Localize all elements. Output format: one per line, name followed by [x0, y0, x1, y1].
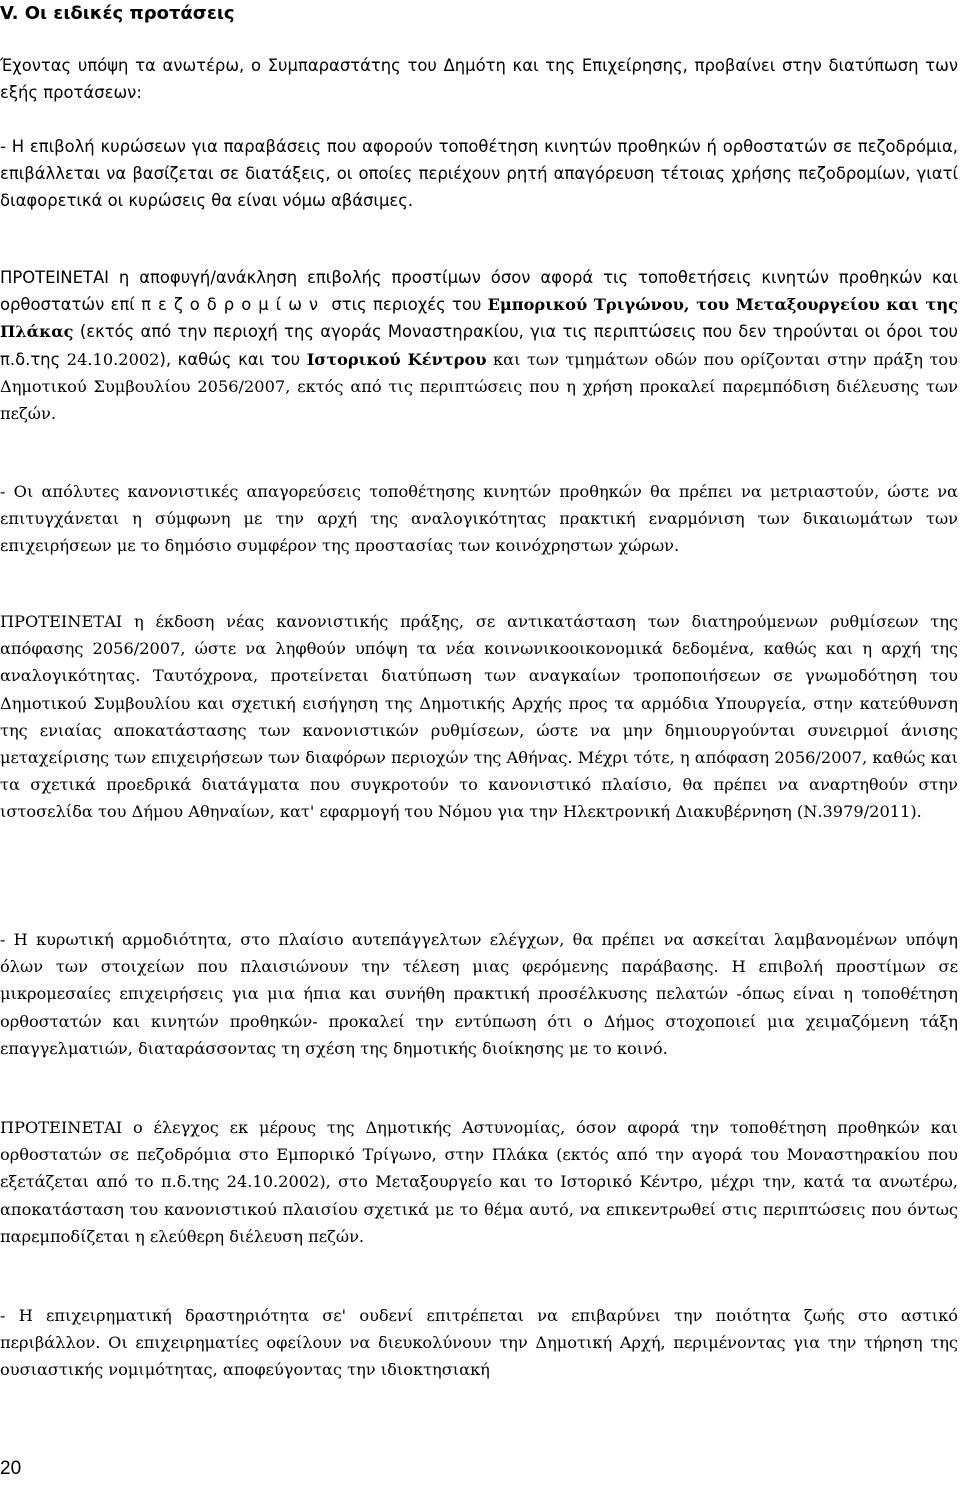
page-number: 20	[0, 1458, 22, 1479]
paragraph-business-activity: - Η επιχειρηματική δραστηριότητα σε' ουδενί επιτρέπεται να επιβαρύνει την ποιότητα ζωής στο αστικό περιβάλλον. Οι επιχειρηματίες οφείλουν να διευκολύνουν την Δημοτική Αρχή, περιμένοντας για την τήρηση της ουσιαστικής νομιμότητας, αποφεύγοντας την ιδιοκτησιακή	[0, 1306, 958, 1380]
paragraph-proposal-new-regulation: ΠΡΟΤΕΙΝΕΤΑΙ η έκδοση νέας κανονιστικής πράξης, σε αντικατάσταση των διατηρούμενων ρυθμίσεων της απόφασης 2056/2007, ώστε να ληφθούν υπόψη τα νέα κοινωνικοοικονομικά δεδομένα, καθώς και η αρχή της αναλογικότητας. Ταυτόχρονα, προτείνεται διατύπωση των αναγκαίων τροποποιήσεων σε γνωμοδότηση του Δημοτικού Συμβουλίου και σχετική εισήγηση της Δημοτικής Αρχής προς τα αρμόδια Υπουργεία, στην κατεύθυνση της ενιαίας αποκατάστασης των κανονιστικών ρυθμίσεων, ώστε να μην δημιουργούνται συνειρμοί άνισης μεταχείρισης των επιχειρήσεων των διαφόρων περιοχών της Αθήνας. Μέχρι τότε, η απόφαση 2056/2007, καθώς και τα σχετικά προεδρικά διατάγματα που συγκροτούν το κανονιστικό πλαίσιο, θα πρέπει να αναρτηθούν στην ιστοσελίδα του Δήμου Αθηναίων, κατ' εφαρμογή του Νόμου για την Ηλεκτρονική Διακυβέρνηση (Ν.3979/2011).	[0, 612, 958, 822]
paragraph-proposal-police-control: ΠΡΟΤΕΙΝΕΤΑΙ ο έλεγχος εκ μέρους της Δημοτικής Αστυνομίας, όσον αφορά την τοποθέτηση προθηκών και ορθοστατών σε πεζοδρόμια στο Εμπορικό Τρίγωνο, στην Πλάκα (εκτός από την αγορά του Μοναστηρακίου που εξετάζεται από το π.δ.της 24.10.2002), στο Μεταξουργείο και το Ιστορικό Κέντρο, μέχρι την, κατά τα ανωτέρω, αποκατάσταση του κανονιστικού πλαισίου σχετικά με το θέμα αυτό, να επικεντρωθεί στις περιπτώσεις που όντως παρεμποδίζεται η ελεύθερη διέλευση πεζών.	[0, 1118, 958, 1246]
intro-paragraph: Έχοντας υπόψη τα ανωτέρω, ο Συμπαραστάτης του Δημότη και της Επιχείρησης, προβαίνει στην διατύπωση των εξής προτάσεων:	[0, 56, 958, 103]
paragraph-proposal-fine-revocation	[0, 264, 958, 427]
proposal-text-part: στις περιοχές του	[325, 295, 488, 315]
paragraph-absolute-bans: - Οι απόλυτες κανονιστικές απαγορεύσεις τοποθέτησης κινητών προθηκών θα πρέπει να μετριαστούν, ώστε να επιτυγχάνεται η σύμφωνη με την αρχή της αναλογικότητας πρακτική εναρμόνιση των δικαιωμάτων των επιχειρήσεων με το δημόσιο συμφέρον της προστασίας των κοινόχρηστων χώρων.	[0, 482, 958, 556]
paragraph-sanctions-basis: - Η επιβολή κυρώσεων για παραβάσεις που αφορούν τοποθέτηση κινητών προθηκών ή ορθοστατών σε πεζοδρόμια, επιβάλλεται να βασίζεται σε διατάξεις, οι οποίες περιέχουν ρητή απαγόρευση τέτοιας χρήσης πεζοδρομίων, γιατί διαφορετικά οι κυρώσεις θα είναι νόμω αβάσιμες.	[0, 137, 958, 211]
proposal-text-part: ΠΡΟΤΕΙΝΕΤΑΙ η αποφυγή/ανάκληση επιβολής προστίμων όσον αφορά τις τοποθετήσεις κινητών προθηκών και ορθοστατών επί	[0, 268, 958, 315]
proposal-text-part: ), καθώς και του	[159, 349, 307, 369]
section-title: V. Οι ειδικές προτάσεις	[0, 3, 235, 24]
proposal-text-part: και των τμημάτων οδών που ορίζονται στην πράξη του Δημοτικού Συμβουλίου	[0, 349, 958, 396]
date-value: 24.10.2002	[66, 349, 160, 369]
paragraph-sanctioning-competence: - Η κυρωτική αρμοδιότητα, στο πλαίσιο αυτεπάγγελτων ελέγχων, θα πρέπει να ασκείται λαμβανομένων υπόψη όλων των στοιχείων που πλαισιώνουν την τέλεση μιας φερόμενης παράβασης. Η επιβολή προστίμων σε μικρομεσαίες επιχειρήσεις για μια ήπια και συνήθη πρακτική προσέλκυσης πελατών -όπως είναι η τοποθέτηση ορθοστατών και κινητών προθηκών- προκαλεί την εντύπωση ότι ο Δήμος στοχοποιεί μια χειμαζόμενη τάξη επαγγελματιών, διαταράσσοντας τη σχέση της δημοτικής διοίκησης με το κοινό.	[0, 930, 958, 1058]
bold-areas: Εμπορικού Τριγώνου, του Μεταξουργείου και της Πλάκας	[0, 295, 958, 342]
spaced-word: πεζοδρομίων	[141, 295, 326, 315]
decision-number: 2056/2007	[197, 376, 286, 396]
bold-historic-centre: Ιστορικού Κέντρου	[306, 349, 487, 369]
proposal-text-part: , εκτός από τις περιπτώσεις που η χρήση προκαλεί παρεμπόδιση διέλευσης των πεζών.	[0, 376, 958, 424]
proposal-text-part: (εκτός από την περιοχή της αγοράς Μοναστηρακίου, για τις περιπτώσεις που δεν τηρούνται οι όροι του π.δ.της	[0, 322, 958, 369]
